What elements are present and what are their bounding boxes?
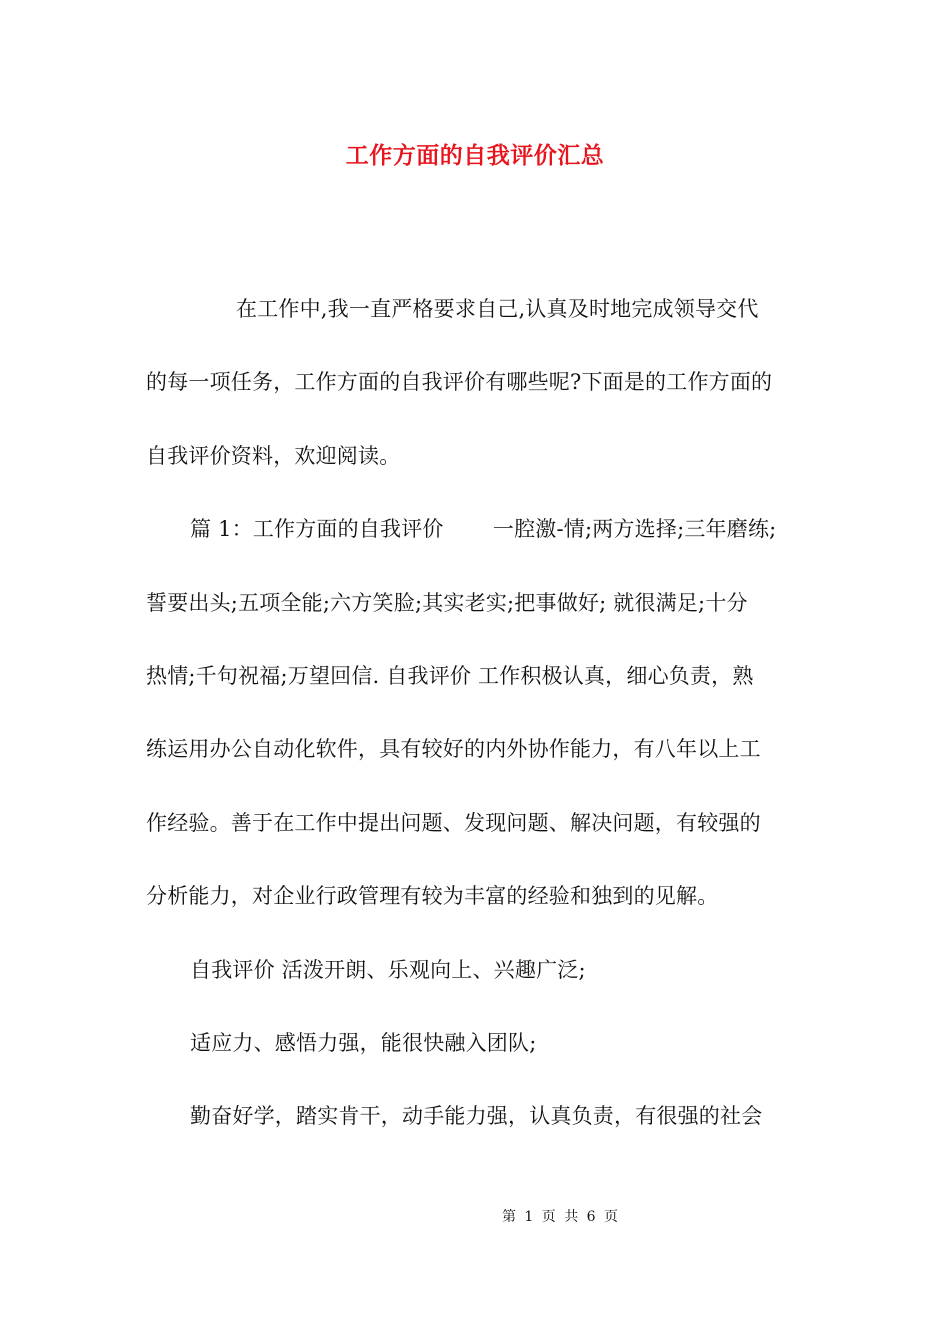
footer-total-pages: 6 — [586, 1209, 596, 1225]
body-line: 适应力、感悟力强，能很快融入团队; — [190, 1031, 537, 1056]
footer-prefix: 第 — [501, 1209, 516, 1225]
body-line: 的每一项任务，工作方面的自我评价有哪些呢?下面是的工作方面的 — [146, 370, 773, 395]
body-line: 分析能力，对企业行政管理有较为丰富的经验和独到的见解。 — [146, 884, 719, 909]
body-line: 篇 1：工作方面的自我评价 一腔激-情;两方选择;三年磨练; — [190, 517, 777, 542]
body-line: 勤奋好学，踏实肯干，动手能力强，认真负责，有很强的社会 — [190, 1104, 763, 1129]
footer-mid2: 共 — [564, 1209, 579, 1225]
page-footer — [0, 1207, 950, 1227]
footer-mid1: 页 — [541, 1209, 556, 1225]
footer-current-page: 1 — [524, 1209, 534, 1225]
body-line: 自我评价资料，欢迎阅读。 — [146, 443, 401, 468]
footer-suffix: 页 — [604, 1209, 619, 1225]
document-title: 工作方面的自我评价汇总 — [345, 142, 605, 169]
body-line: 作经验。善于在工作中提出问题、发现问题、解决问题，有较强的 — [146, 810, 761, 835]
body-line: 誓要出头;五项全能;六方笑脸;其实老实;把事做好; 就很满足;十分 — [146, 590, 748, 615]
document-body — [146, 273, 810, 1154]
body-line: 练运用办公自动化软件，具有较好的内外协作能力，有八年以上工 — [146, 737, 761, 762]
body-line: 热情;千句祝福;万望回信. 自我评价 工作积极认真，细心负责，熟 — [146, 664, 754, 689]
body-line: 在工作中,我一直严格要求自己,认真及时地完成领导交代 — [236, 297, 759, 321]
body-line: 自我评价 活泼开朗、乐观向上、兴趣广泛; — [190, 957, 586, 982]
